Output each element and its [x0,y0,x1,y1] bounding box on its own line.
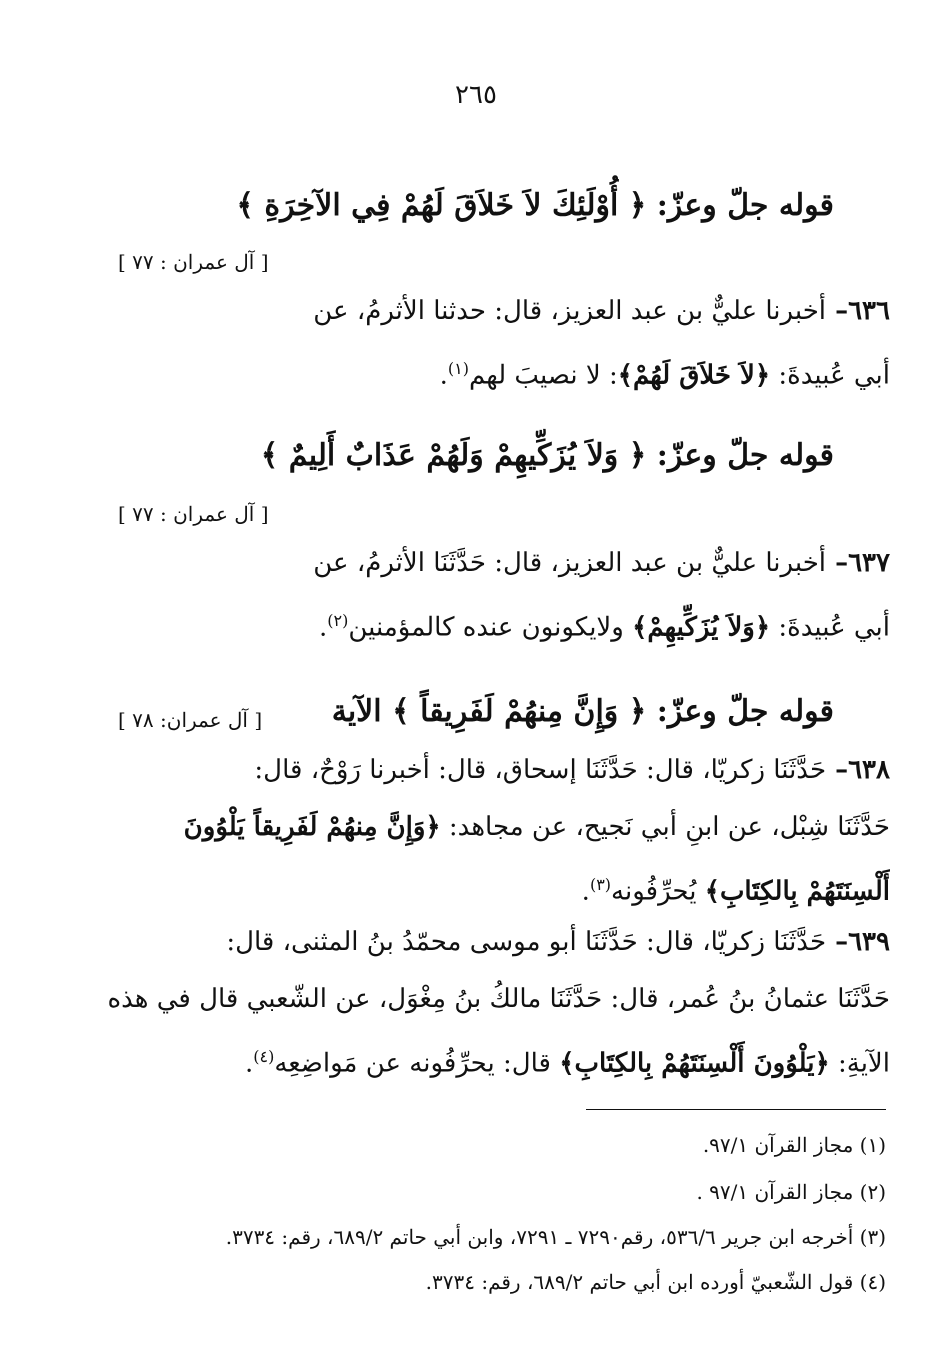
line-text: أخبرنا عليٌّ بن عبد العزيز، قال: حَدَّثَنَا الأثرمُ، عن [313,548,827,578]
line-text: . [319,612,328,643]
text-line [62,1028,890,1093]
footnote-marker: (٤) [253,1047,275,1066]
heading-verse: ﴿ وَإِنَّ مِنهُمْ لَفَرِيقاً ﴾ الآية [331,694,647,729]
quran-quote: ﴿وَإِنَّ مِنهُمْ لَفَرِيقاً يَلْوُونَ [183,812,441,842]
entry-paragraph [62,283,890,405]
footnote-marker: (٢) [327,611,349,630]
line-text: الآيةِ: [829,1048,890,1079]
verse-reference: [ آل عمران: ٧٨ ] [118,708,263,732]
line-text: . [581,876,590,907]
line-text: يُحرِّفُونه [611,876,705,907]
footnote-divider [586,1109,886,1110]
text-line [62,856,890,921]
page-number: ٢٦٥ [455,80,497,110]
line-text: أخبرنا عليٌّ بن عبد العزيز، قال: حدثنا الأثرمُ، عن [313,296,827,326]
heading-verse: ﴿ أُوْلَئِكَ لاَ خَلاَقَ لَهُمْ فِي الآخِرَةِ ﴾ [236,188,647,223]
verse-reference: [ آل عمران : ٧٧ ] [118,502,269,526]
line-text: حَدَّثَنَا زكريّا، قال: حَدَّثَنَا إسحاق، قال: أخبرنا رَوْحٌ، قال: [254,755,827,785]
section-heading [331,690,834,734]
footnote: (٢) مجاز القرآن ٩٧/١ . [696,1180,886,1204]
heading-prefix: قوله جلّ وعزّ: [646,438,834,473]
heading-verse: ﴿ وَلاَ يُزَكِّيهِمْ وَلَهُمْ عَذَابٌ أَلِيمٌ ﴾ [260,438,647,473]
line-text: قال: يحرِّفُونه عن مَواضِعِه [274,1048,560,1079]
footnote-marker: (١) [447,359,469,378]
entry-paragraph [62,535,890,657]
text-line [62,914,890,971]
entry-number: ٦٣٦– [826,296,890,326]
line-text: . [439,360,448,391]
line-text: ولايكونون عنده كالمؤمنين [348,612,633,643]
text-line [62,592,890,657]
line-text: : لا نصيبَ لهم [468,360,618,391]
text-line [62,742,890,799]
line-text: أبي عُبيدةَ: [770,612,890,643]
line-text: . [244,1048,254,1079]
text-line [62,283,890,340]
footnote: (١) مجاز القرآن ٩٧/١. [702,1133,886,1157]
entry-number: ٦٣٧– [826,548,890,578]
text-line [62,340,890,405]
entry-paragraph [62,742,890,921]
section-heading [60,184,834,228]
text-line [62,535,890,592]
text-line [62,799,890,856]
heading-prefix: قوله جلّ وعزّ: [646,694,834,729]
verse-reference: [ آل عمران : ٧٧ ] [118,250,269,274]
footnote-marker: (٣) [589,875,612,894]
entry-paragraph [62,914,890,1093]
quran-quote: أَلْسِنَتَهُمْ بِالكِتَابِ﴾ [704,876,890,907]
entry-number: ٦٣٨– [826,755,890,785]
footnote: (٤) قول الشّعبيّ أورده ابن أبي حاتم ٦٨٩/٢، رقم: ٣٧٣٤. [425,1270,886,1294]
line-text: أبي عُبيدةَ: [770,360,890,391]
section-heading [60,434,834,478]
line-text: حَدَّثَنَا عثمانُ بنُ عُمر، قال: حَدَّثَنَا مالكُ بنُ مِغْوَل، عن الشّعبي قال في هذه [107,984,890,1014]
heading-prefix: قوله جلّ وعزّ: [646,188,834,223]
line-text: حَدَّثَنَا زكريّا، قال: حَدَّثَنَا أبو موسى محمّدُ بنُ المثنى، قال: [226,927,827,957]
quran-quote: ﴿وَلاَ يُزَكِّيهِمْ﴾ [632,612,771,643]
text-line [62,971,890,1028]
quran-quote: ﴿لاَ خَلاَقَ لَهُمْ﴾ [617,360,771,391]
footnote: (٣) أخرجه ابن جرير ٥٣٦/٦، رقم٧٢٩٠ ـ ٧٢٩١، وابن أبي حاتم ٦٨٩/٢، رقم: ٣٧٣٤. [225,1225,886,1249]
quran-quote: ﴿يَلْوُونَ أَلْسِنَتَهُمْ بِالكِتَابِ﴾ [559,1048,830,1079]
line-text: حَدَّثَنَا شِبْل، عن ابنِ أبي نَجيح، عن مجاهد: [440,812,890,842]
entry-number: ٦٣٩– [826,927,890,957]
